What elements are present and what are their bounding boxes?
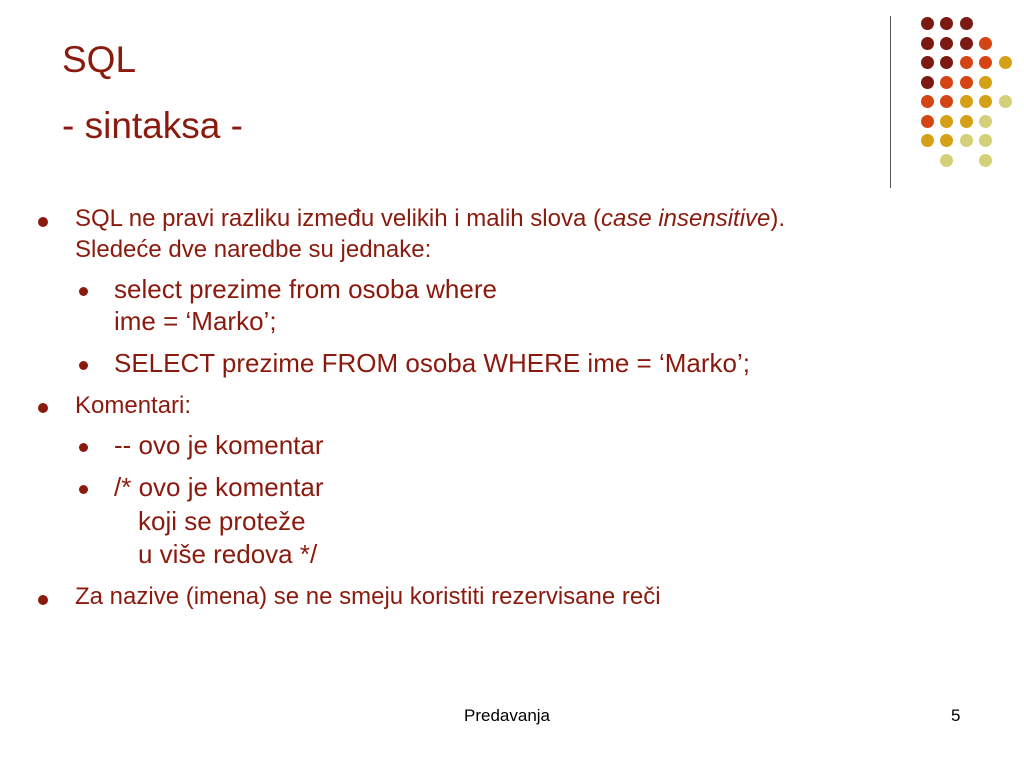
decorative-dot [979, 115, 992, 128]
decorative-dot [921, 115, 934, 128]
bullet-3: Za nazive (imena) se ne smeju koristiti rezervisane reči [75, 583, 661, 610]
decorative-dot [940, 37, 953, 50]
bullet-1-text-end: ). [770, 205, 786, 232]
decorative-dot [940, 134, 953, 147]
sub-bullet-1-line-1: select prezime from osoba where [114, 274, 497, 304]
decorative-dot [979, 56, 992, 69]
decorative-dot [979, 154, 992, 167]
bullet-dot [38, 595, 48, 605]
decorative-dot [921, 134, 934, 147]
decorative-dot [999, 95, 1012, 108]
bullet-1-line-1 [75, 203, 785, 235]
decorative-dot [960, 95, 973, 108]
decorative-dot [940, 17, 953, 30]
decorative-dot [921, 56, 934, 69]
decorative-dot [921, 95, 934, 108]
bullet-1-line-2: Sledeće dve naredbe su jednake: [75, 236, 432, 263]
title-line-2: - sintaksa - [62, 105, 243, 146]
decorative-dot [979, 37, 992, 50]
decorative-dot [940, 154, 953, 167]
bullet-dot [38, 217, 48, 227]
decorative-dot [960, 37, 973, 50]
decorative-dot [940, 115, 953, 128]
sub-bullet-4-line-3: u više redova */ [138, 539, 318, 569]
decorative-dot [960, 134, 973, 147]
sub-bullet-1-line-2: ime = ‘Marko’; [114, 306, 277, 336]
decorative-dot [960, 115, 973, 128]
sub-bullet-dot [79, 485, 88, 494]
bullet-1-text: SQL ne pravi razliku između velikih i malih slova ( [75, 205, 601, 232]
decorative-dot [940, 76, 953, 89]
page-number: 5 [951, 706, 961, 725]
decorative-dot [921, 17, 934, 30]
decorative-dot [940, 95, 953, 108]
decorative-dot [960, 56, 973, 69]
title-divider-line [890, 16, 891, 188]
sub-bullet-3: -- ovo je komentar [114, 430, 324, 460]
sub-bullet-dot [79, 287, 88, 296]
decorative-dot [979, 134, 992, 147]
sub-bullet-dot [79, 361, 88, 370]
bullet-2: Komentari: [75, 392, 192, 419]
decorative-dot [979, 95, 992, 108]
sub-bullet-4-line-2: koji se proteže [138, 506, 306, 536]
bullet-dot [38, 403, 48, 413]
decorative-dot [921, 76, 934, 89]
decorative-dot [921, 37, 934, 50]
bullet-1-italic-text: case insensitive [600, 205, 771, 232]
slide-title [62, 38, 243, 170]
footer-label: Predavanja [464, 706, 551, 725]
sub-bullet-dot [79, 443, 88, 452]
decorative-dot [999, 56, 1012, 69]
decorative-dot [979, 76, 992, 89]
sub-bullet-2: SELECT prezime FROM osoba WHERE ime = ‘Marko’; [114, 348, 750, 378]
decorative-dot [960, 17, 973, 30]
title-line-1: SQL [62, 39, 137, 80]
decorative-dot [960, 76, 973, 89]
sub-bullet-4-line-1: /* ovo je komentar [114, 472, 324, 502]
decorative-dot [940, 56, 953, 69]
